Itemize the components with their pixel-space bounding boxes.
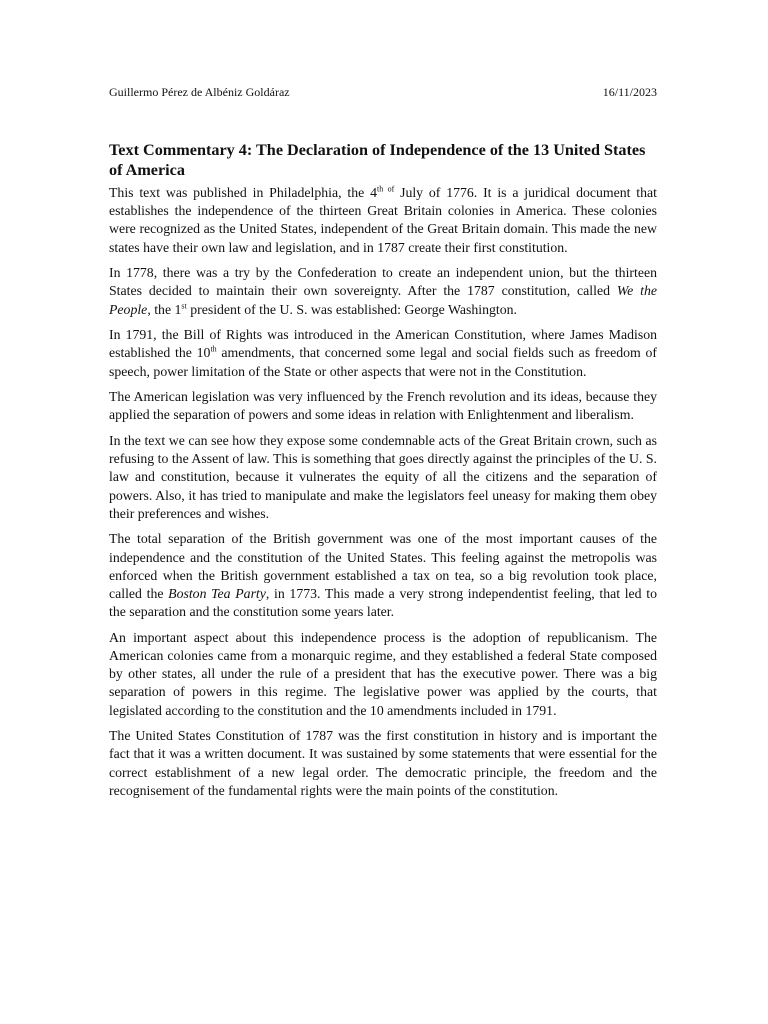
paragraph-8: The United States Constitution of 1787 was the first constitution in history and is important the fact that it was a written document. It was sustained by some statements that were essential for the correct establishment of a new legal order. The democratic principle, the freedom and the recognisement of the fundamental rights were the main points of the constitution. bbox=[109, 728, 657, 798]
page-header bbox=[109, 84, 657, 100]
paragraph-3: In 1791, the Bill of Rights was introduced in the American Constitution, where James Madison established the 10th amendments, that concerned some legal and social fields such as freedom of speech, power limitation of the State or other aspects that were not in the Constitution. bbox=[109, 327, 658, 379]
paragraph-2: In 1778, there was a try by the Confederation to create an independent union, but the thirteen States decided to maintain their own sovereignty. After the 1787 constitution, called We the People, the 1st president of the U. S. was established: George Washington. bbox=[109, 265, 657, 317]
paragraph-6: The total separation of the British government was one of the most important causes of the independence and the constitution of the United States. This feeling against the metropolis was enforced when the British government established a tax on tea, so a big revolution took place, called the Boston Tea Party, in 1773. This made a very strong independentist feeling, that led to the separation and the constitution some years later. bbox=[109, 531, 657, 620]
italic-title: We the People bbox=[109, 283, 657, 317]
document-date: 16/11/2023 bbox=[602, 85, 657, 99]
ordinal-suffix: th of bbox=[376, 184, 395, 194]
author-name: Guillermo Pérez de Albéniz Goldáraz bbox=[109, 85, 290, 99]
paragraph-1: This text was published in Philadelphia, the $4^{th of}$ July of 1776. It is a juridical document that establishes the independence of the thirteen Great Britain colonies in America. These colonies were recognized as the United States, independent of the Great Britain domain. This made the new states have their own law and legislation, and in 1787 create their first constitution. bbox=[109, 184, 657, 255]
paragraph-7: An important aspect about this independence process is the adoption of republicanism. The American colonies came from a monarquic regime, and they established a federal State composed by other states, all under the rule of a president that has the executive power. There was a big separation of powers in this regime. The legislative power was applied by the courts, that legislated according to the constitution and the 10 amendments included in 1791. bbox=[109, 629, 657, 718]
document-title: Text Commentary 4: The Declaration of Independence of the 13 United States of America bbox=[109, 141, 646, 179]
ordinal-suffix: th bbox=[210, 344, 217, 354]
document-page bbox=[109, 84, 657, 800]
paragraph-5: In the text we can see how they expose some condemnable acts of the Great Britain crown, such as refusing to the Assent of law. This is something that goes directly against the principles of the U. S. law and constitution, because it vulnerates the equity of all the citizens and the separation of powers. Also, it has tried to manipulate and make the legislators feel uneasy for making them obey their preferences and wishes. bbox=[109, 433, 657, 521]
paragraph-4: The American legislation was very influenced by the French revolution and its ideas, because they applied the separation of powers and some ideas in relation with Enlightenment and liberalism. bbox=[109, 389, 657, 423]
italic-title: Boston Tea Party bbox=[168, 586, 266, 602]
ordinal-suffix: st bbox=[181, 301, 187, 311]
